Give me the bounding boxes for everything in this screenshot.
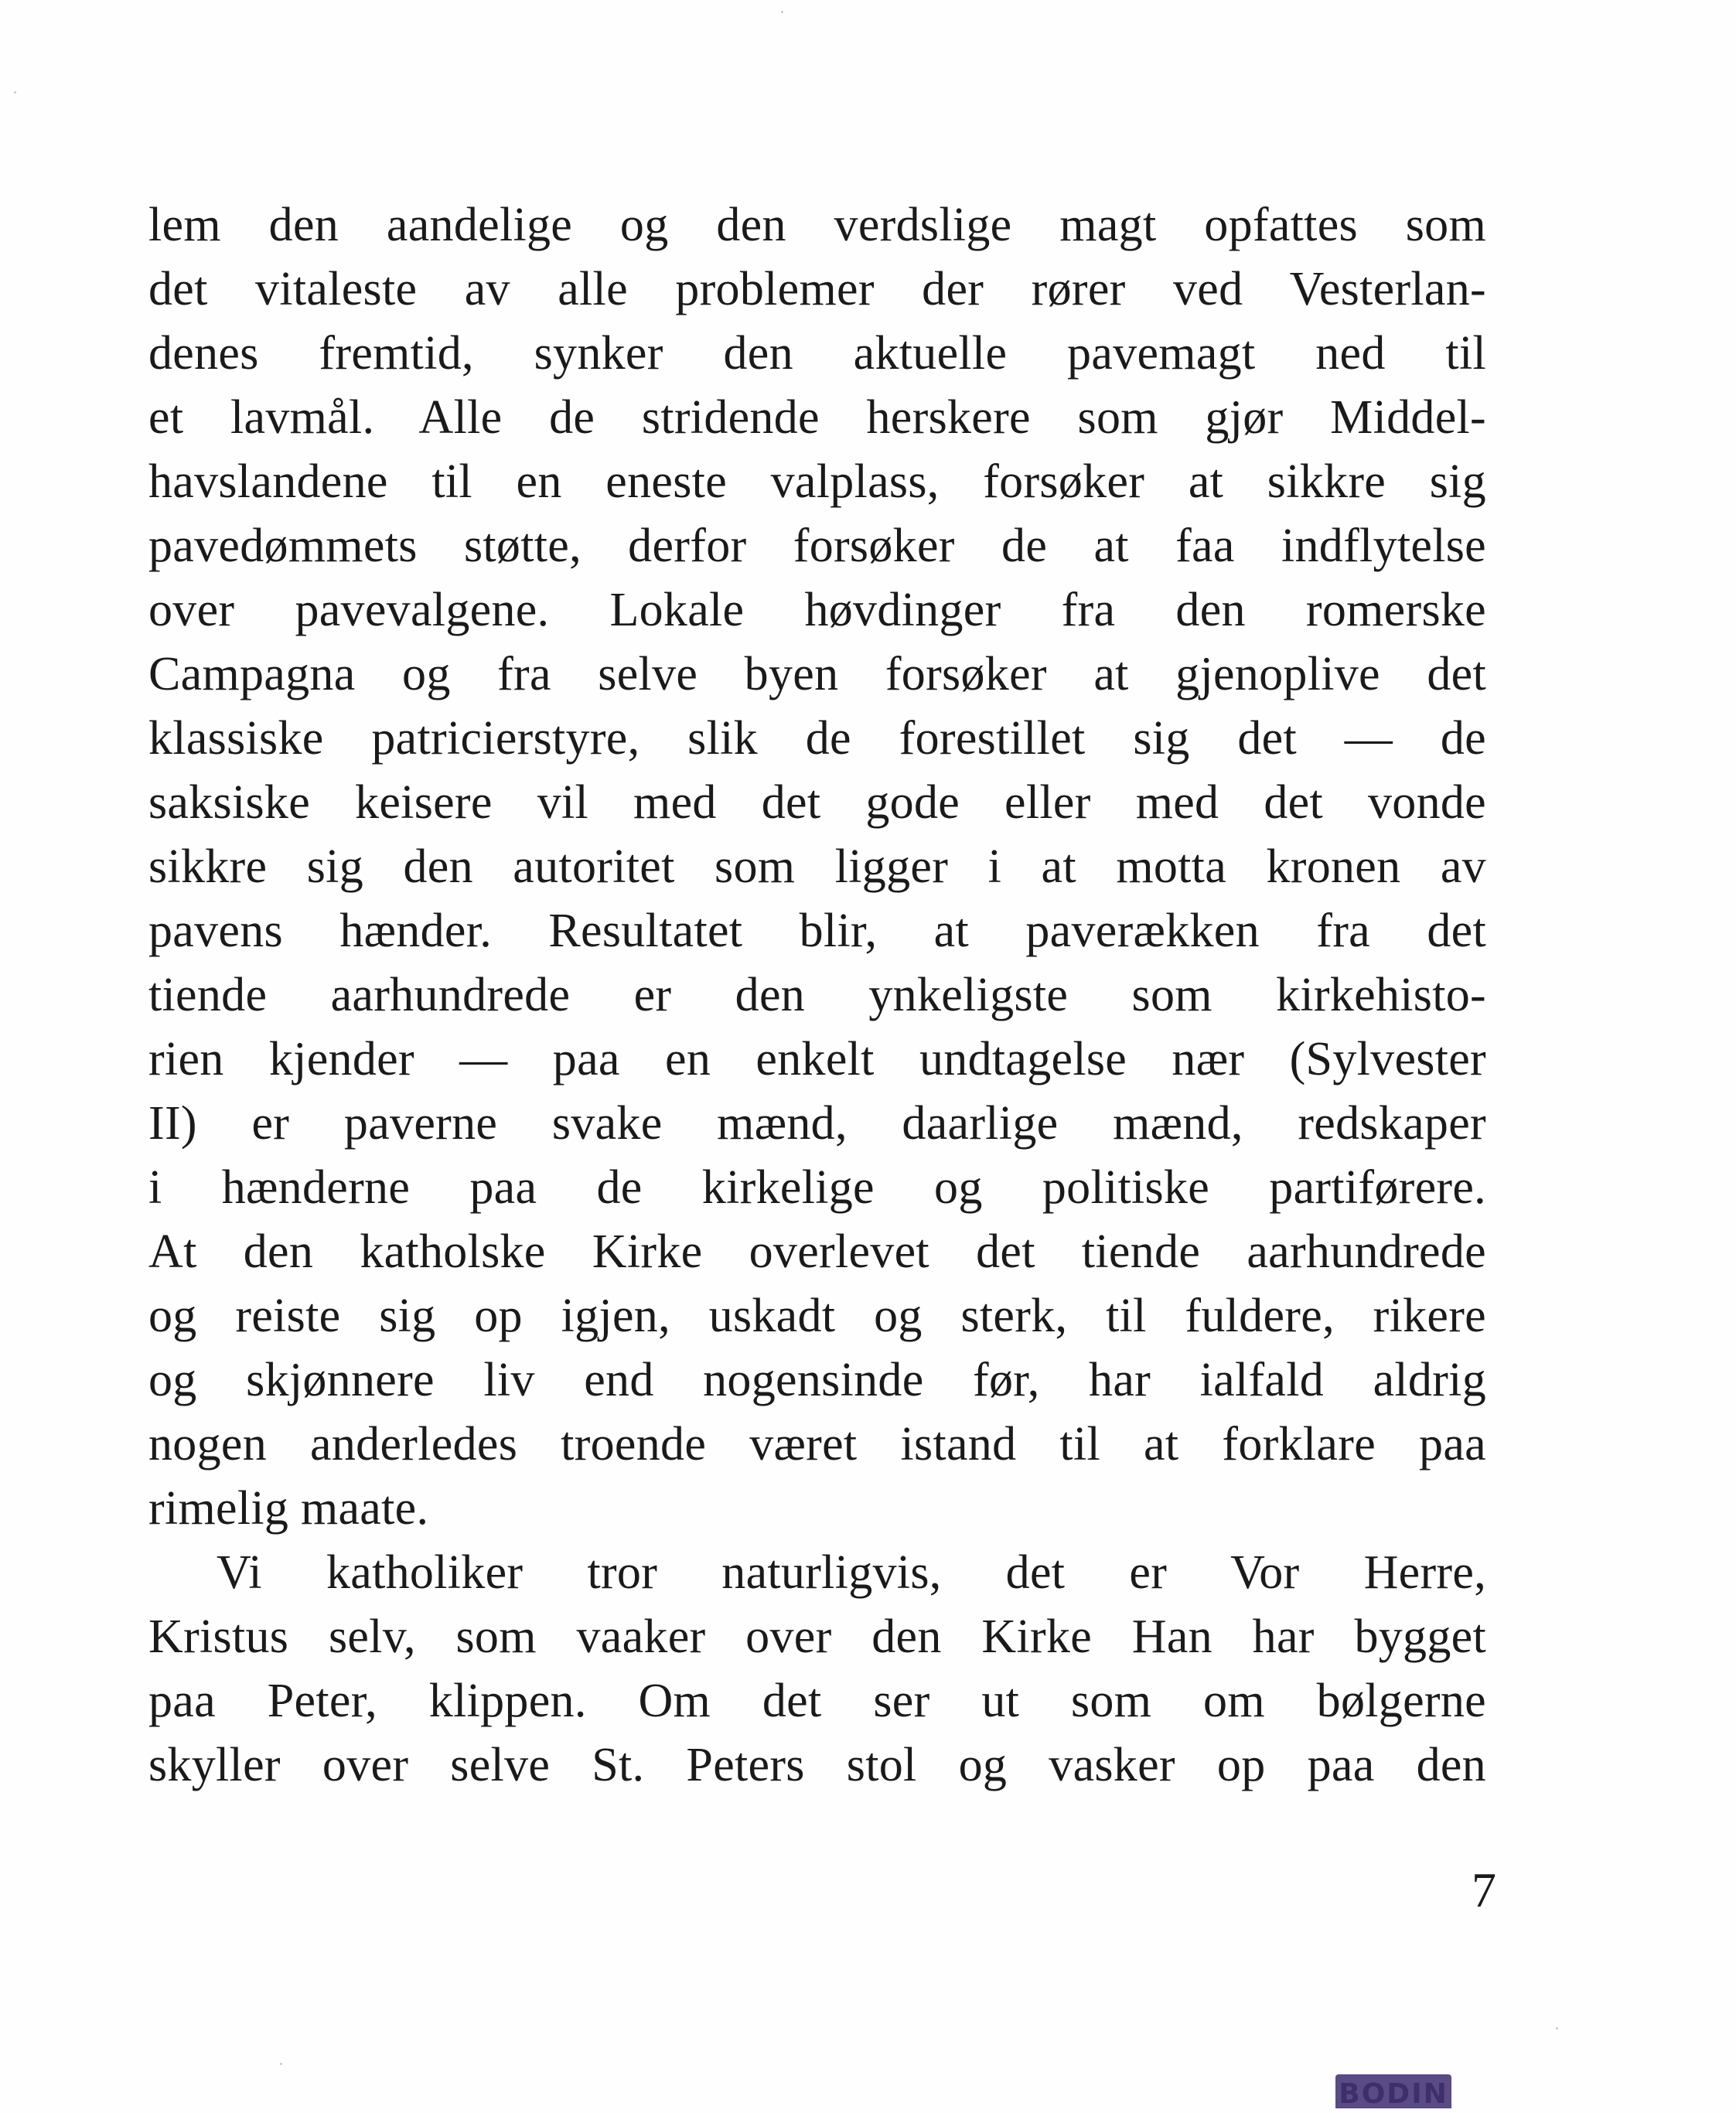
paper-speck bbox=[781, 11, 783, 13]
text-line: rien kjender — paa en enkelt undtagelse nær (Sylvester bbox=[148, 1033, 1486, 1085]
text-line: II) er paverne svake mænd, daarlige mænd, redskaper bbox=[148, 1097, 1486, 1150]
library-stamp bbox=[1335, 2074, 1451, 2108]
text-line: skyller over selve St. Peters stol og vasker op paa den bbox=[148, 1739, 1486, 1791]
text-line: havslandene til en eneste valplass, forsøker at sikkre sig bbox=[148, 455, 1486, 508]
body-text bbox=[148, 193, 1486, 1798]
text-line: det vitaleste av alle problemer der rører ved Vesterlan- bbox=[148, 263, 1486, 315]
paper-speck bbox=[280, 2063, 282, 2065]
page-number: 7 bbox=[1472, 1863, 1496, 1917]
text-line: pavens hænder. Resultatet blir, at paverækken fra det bbox=[148, 905, 1486, 957]
text-line: klassiske patricierstyre, slik de forestillet sig det — de bbox=[148, 712, 1486, 765]
stamp-text: BODIN bbox=[1339, 2078, 1448, 2108]
text-line: nogen anderledes troende været istand til at forklare paa bbox=[148, 1418, 1486, 1471]
text-line-paragraph-start: Vi katholiker tror naturligvis, det er Vor Herre, bbox=[217, 1546, 1486, 1599]
text-line: denes fremtid, synker den aktuelle pavemagt ned til bbox=[148, 327, 1486, 380]
text-line: At den katholske Kirke overlevet det tiende aarhundrede bbox=[148, 1225, 1486, 1278]
text-line: i hænderne paa de kirkelige og politiske partiførere. bbox=[148, 1161, 1486, 1214]
paper-speck bbox=[1556, 2027, 1558, 2030]
text-line-paragraph-end: rimelig maate. bbox=[148, 1482, 429, 1535]
text-line: et lavmål. Alle de stridende herskere som gjør Middel- bbox=[148, 391, 1486, 444]
text-line: Campagna og fra selve byen forsøker at gjenoplive det bbox=[148, 648, 1486, 700]
text-line: og skjønnere liv end nogensinde før, har ialfald aldrig bbox=[148, 1354, 1486, 1406]
text-line: og reiste sig op igjen, uskadt og sterk, til fuldere, rikere bbox=[148, 1290, 1486, 1342]
text-line: pavedømmets støtte, derfor forsøker de at faa indflytelse bbox=[148, 520, 1486, 572]
text-line: tiende aarhundrede er den ynkeligste som kirkehisto- bbox=[148, 969, 1486, 1021]
text-line: paa Peter, klippen. Om det ser ut som om bølgerne bbox=[148, 1675, 1486, 1727]
paper-speck bbox=[14, 91, 16, 94]
text-line: lem den aandelige og den verdslige magt opfattes som bbox=[148, 199, 1486, 251]
text-line: Kristus selv, som vaaker over den Kirke Han har bygget bbox=[148, 1610, 1486, 1663]
text-line: saksiske keisere vil med det gode eller med det vonde bbox=[148, 776, 1486, 829]
text-line: sikkre sig den autoritet som ligger i at motta kronen av bbox=[148, 840, 1486, 893]
text-line: over pavevalgene. Lokale høvdinger fra den romerske bbox=[148, 584, 1486, 636]
